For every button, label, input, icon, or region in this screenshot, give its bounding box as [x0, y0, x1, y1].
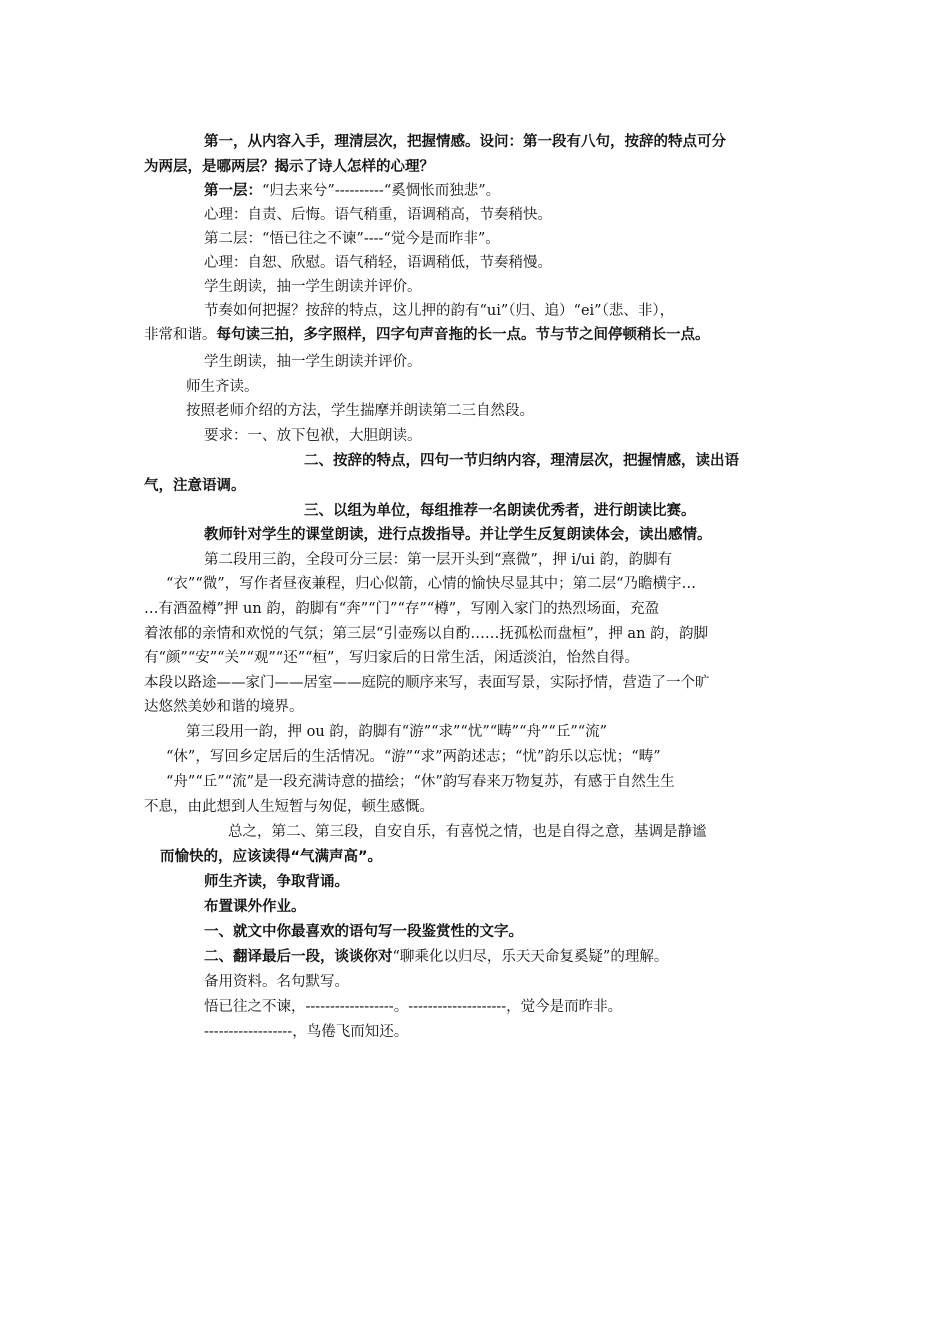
- text-line: [144, 697, 304, 717]
- text-line: [204, 301, 674, 321]
- bold-text: 第一，从内容入手，理清层次，把握情感。设问：第一段有八句，按辞的特点可分: [204, 134, 726, 150]
- text-line: [144, 797, 434, 817]
- body-text: 心理：自责、后悔。语气稍重，语调稍高，节奏稍快。: [204, 207, 552, 223]
- text-line: [144, 157, 434, 177]
- body-text: 学生朗读，抽一学生朗读并评价。: [204, 354, 422, 370]
- text-line: [144, 599, 659, 619]
- bold-text: 第一层：: [204, 183, 262, 199]
- text-line: [144, 624, 708, 644]
- text-line: [144, 325, 710, 345]
- text-line: [144, 648, 639, 668]
- text-line: [304, 451, 739, 471]
- body-text: 第二段用三韵，全段可分三层：第一层开头到“熹微”，押 i/ui 韵，韵脚有: [204, 552, 673, 568]
- bold-text: 三、以组为单位，每组推荐一名朗读优秀者，进行朗读比赛。: [304, 503, 696, 519]
- text-line: [186, 401, 534, 421]
- body-text: “衣”“微”，写作者昼夜兼程，归心似箭，心情的愉快尽显其中；第二层“乃瞻横宇…: [166, 576, 697, 592]
- body-text: 第二层：“悟已往之不谏”----“觉今是而昨非”。: [204, 231, 500, 247]
- body-text: 有“颜”“安”“关”“观”“还”“桓”，写归家后的日常生活，闲适淡泊，怡然自得。: [144, 650, 639, 666]
- text-line: [204, 277, 422, 297]
- text-line: [204, 229, 500, 249]
- bold-text: 二、翻译最后一段，谈谈你对: [204, 949, 393, 965]
- body-text: 第三段用一韵，押 ou 韵，韵脚有“游”“求”“忧”“畴”“舟”“丘”“流”: [186, 724, 608, 740]
- body-text: 本段以路途——家门——居室——庭院的顺序来写，表面写景，实际抒情，营造了一个旷: [144, 675, 710, 691]
- text-line: [204, 181, 500, 201]
- text-line: [204, 897, 306, 917]
- text-line: [204, 972, 349, 992]
- body-text: 按照老师介绍的方法，学生揣摩并朗读第二三自然段。: [186, 403, 534, 419]
- bold-text: 每句读三拍，多字照样，四字句声音拖的长一点。节与节之间停顿稍长一点。: [216, 327, 710, 343]
- bold-text: 二、按辞的特点，四句一节归纳内容，理清层次，把握情感，读出语: [304, 453, 739, 469]
- body-text: …有酒盈樽”押 un 韵，韵脚有“奔”“门”“存”“樽”，写刚入家门的热烈场面，充盈: [144, 601, 660, 617]
- body-text: 悟已往之不谏，------------------。--------------------，觉今是而昨非。: [204, 999, 623, 1015]
- body-text: 着浓郁的亲情和欢悦的气氛；第三层“引壶殇以自酌……抚孤松而盘桓”，押 an 韵，韵脚: [144, 626, 709, 642]
- bold-text: 为两层，是哪两层？揭示了诗人怎样的心理？: [144, 159, 434, 175]
- text-line: [186, 377, 259, 397]
- body-text: 学生朗读，抽一学生朗读并评价。: [204, 279, 422, 295]
- text-line: [166, 747, 661, 767]
- bold-text: 教师针对学生的课堂朗读，进行点拨指导。并让学生反复朗读体会，读出感情。: [204, 527, 712, 543]
- text-line: [204, 872, 349, 892]
- bold-text: 气，注意语调。: [144, 478, 246, 494]
- text-line: [144, 476, 246, 496]
- body-text: 达悠然美妙和谐的境界。: [144, 699, 304, 715]
- text-line: [204, 947, 668, 967]
- text-line: [166, 574, 696, 594]
- text-line: [166, 772, 675, 792]
- bold-text: 布置课外作业。: [204, 899, 306, 915]
- text-line: [204, 352, 422, 372]
- body-text: 不息，由此想到人生短暂与匆促，顿生感慨。: [144, 799, 434, 815]
- body-text: 非常和谐。: [144, 327, 217, 343]
- text-line: [204, 426, 422, 446]
- body-text: 节奏如何把握？按辞的特点，这儿押的韵有“ui”（归、追）“ei”（悲、非），: [204, 303, 675, 319]
- body-text: 备用资料。名句默写。: [204, 974, 349, 990]
- text-line: [204, 550, 672, 570]
- text-line: [204, 253, 552, 273]
- text-line: [204, 922, 523, 942]
- body-text: 总之，第二、第三段，自安自乐，有喜悦之情，也是自得之意，基调是静谧: [228, 824, 707, 840]
- text-line: [204, 525, 712, 545]
- text-line: [204, 997, 622, 1017]
- body-text: 心理：自恕、欣慰。语气稍轻，语调稍低，节奏稍慢。: [204, 255, 552, 271]
- text-line: [186, 722, 607, 742]
- body-text: “休”，写回乡定居后的生活情况。“游”“求”两韵述志；“忧”韵乐以忘忧；“畴”: [166, 749, 661, 765]
- body-text: “舟”“丘”“流”是一段充满诗意的描绘；“休”韵写春来万物复苏，有感于自然生生: [166, 774, 675, 790]
- body-text: 师生齐读。: [186, 379, 259, 395]
- text-line: [228, 822, 707, 842]
- text-line: [304, 501, 696, 521]
- bold-text: 一、就文中你最喜欢的语句写一段鉴赏性的文字。: [204, 924, 523, 940]
- bold-text: 而愉快的，应该读得“气满声高”。: [160, 849, 383, 865]
- body-text: “聊乘化以归尽，乐天天命复奚疑”的理解。: [392, 949, 669, 965]
- text-line: [160, 847, 382, 867]
- body-text: ------------------，鸟倦飞而知还。: [204, 1024, 409, 1040]
- text-line: [204, 205, 552, 225]
- text-line: [204, 132, 726, 152]
- body-text: 要求：一、放下包袱，大胆朗读。: [204, 428, 422, 444]
- bold-text: 师生齐读，争取背诵。: [204, 874, 349, 890]
- body-text: “归去来兮”----------“奚惆怅而独悲”。: [262, 183, 501, 199]
- text-line: [204, 1022, 408, 1042]
- text-line: [144, 673, 710, 693]
